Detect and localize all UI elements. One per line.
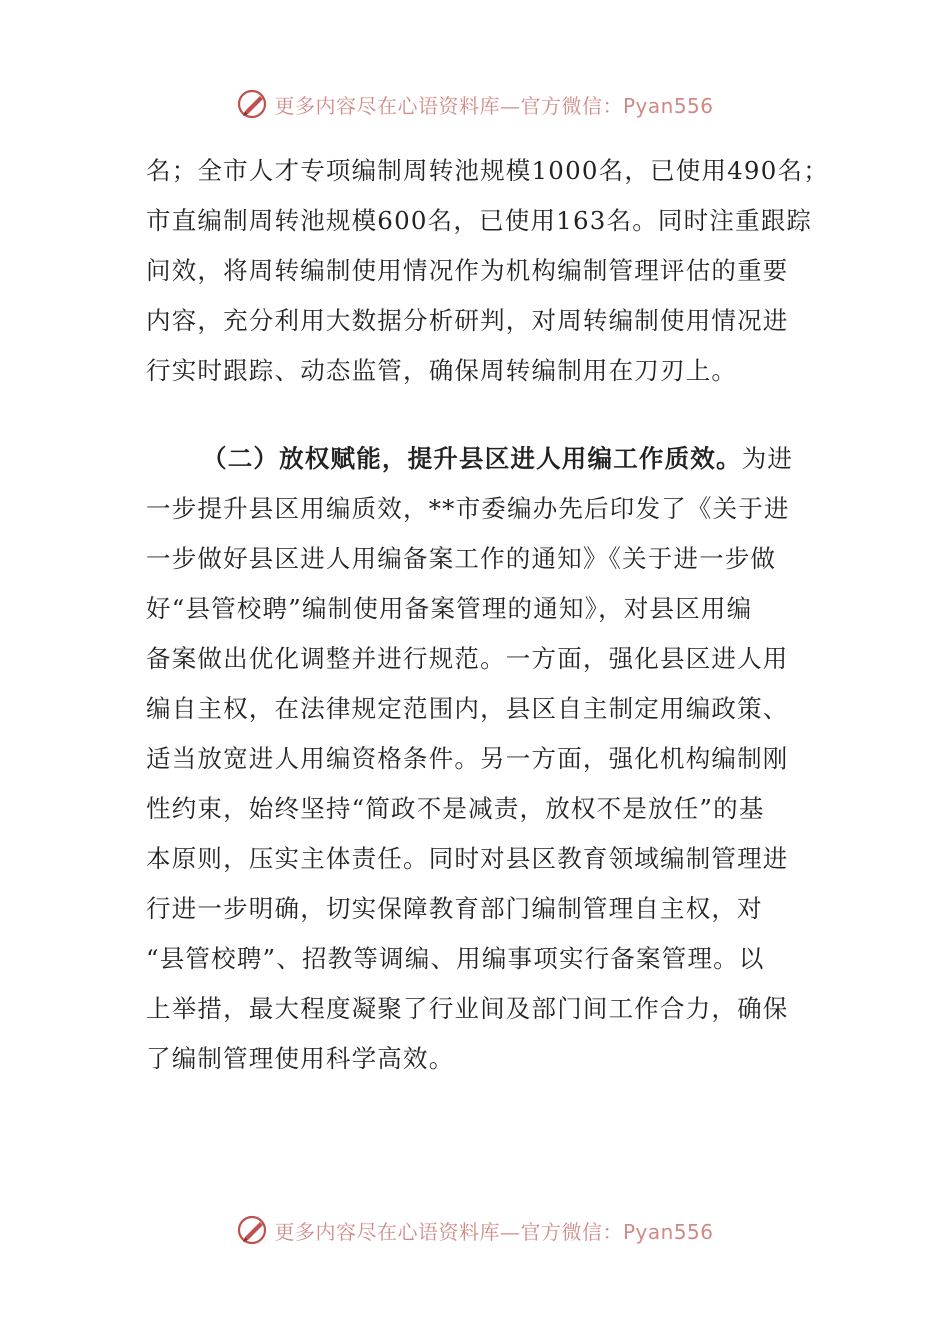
- watermark-footer: [0, 1210, 950, 1250]
- text-line: 本原则，压实主体责任。同时对县区教育领域编制管理进: [146, 844, 789, 873]
- text-line: 名；全市人才专项编制周转池规模1000名，已使用490名；: [146, 156, 829, 185]
- text-line: 备案做出优化调整并进行规范。一方面，强化县区进人用: [146, 644, 789, 673]
- watermark-text: 更多内容尽在心语资料库—官方微信：: [274, 1219, 623, 1244]
- text-line: 一步做好县区进人用编备案工作的通知》《关于进一步做: [146, 544, 777, 573]
- text-line: “县管校聘”、招教等调编、用编事项实行备案管理。以: [146, 944, 765, 973]
- text-line: 行进一步明确，切实保障教育部门编制管理自主权，对: [146, 894, 763, 923]
- text-line: 问效，将周转编制使用情况作为机构编制管理评估的重要: [146, 256, 789, 285]
- text-line: 为进: [741, 444, 794, 473]
- text-line: 行实时跟踪、动态监管，确保周转编制用在刀刃上。: [146, 356, 738, 385]
- watermark-handle: Pyan556: [622, 93, 714, 118]
- text-line: 好“县管校聘”编制使用备案管理的通知》，对县区用编: [146, 594, 753, 623]
- text-line: 了编制管理使用科学高效。: [146, 1044, 455, 1073]
- paragraph-1: [146, 146, 829, 396]
- text-line: 内容，充分利用大数据分析研判，对周转编制使用情况进: [146, 306, 789, 335]
- text-line: 性约束，始终坚持“简政不是减责，放权不是放任”的基: [146, 794, 765, 823]
- pen-circle-logo-icon: [236, 87, 270, 121]
- pen-circle-logo-icon: [236, 1213, 270, 1247]
- text-line: 一步提升县区用编质效，**市委编办先后印发了《关于进: [146, 494, 790, 523]
- text-line: 适当放宽进人用编资格条件。另一方面，强化机构编制刚: [146, 744, 789, 773]
- section-heading: （二）放权赋能，提升县区进人用编工作质效。: [202, 444, 742, 473]
- watermark-handle: Pyan556: [622, 1219, 714, 1244]
- watermark-text: 更多内容尽在心语资料库—官方微信：: [274, 93, 623, 118]
- watermark-header: [0, 84, 950, 124]
- text-line: 市直编制周转池规模600名，已使用163名。同时注重跟踪: [146, 206, 813, 235]
- paragraph-2: [146, 434, 806, 1084]
- document-body: [146, 146, 829, 1084]
- text-line: 上举措，最大程度凝聚了行业间及部门间工作合力，确保: [146, 994, 789, 1023]
- text-line: 编自主权，在法律规定范围内，县区自主制定用编政策、: [146, 694, 789, 723]
